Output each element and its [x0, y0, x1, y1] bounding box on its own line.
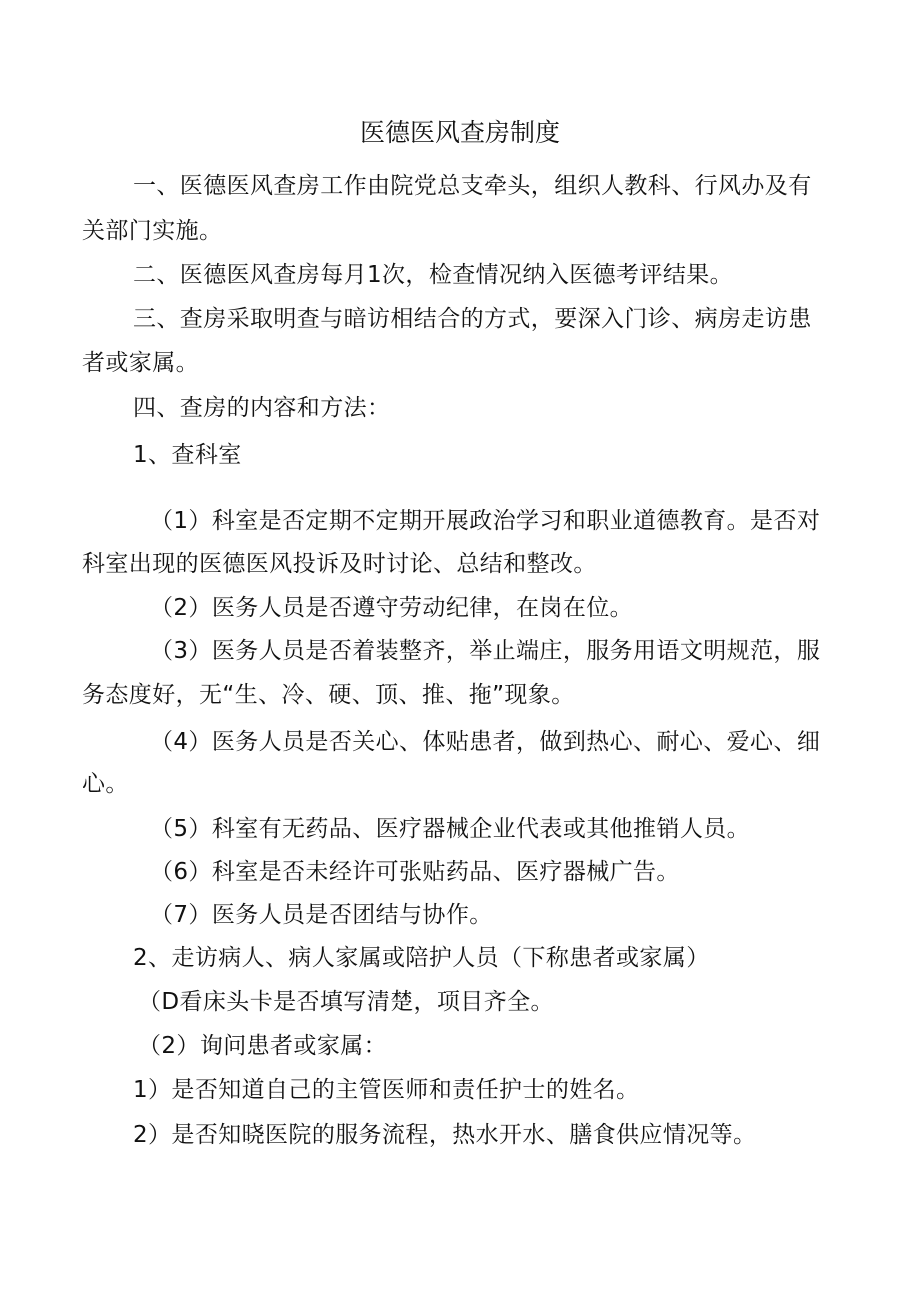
question-2: 2）是否知晓医院的服务流程，热水开水、膳食供应情况等。	[133, 1122, 757, 1148]
item-5: （5）科室有无药品、医疗器械企业代表或其他推销人员。	[150, 816, 751, 842]
visit-item-1: （D看床头卡是否填写清楚，项目齐全。	[138, 989, 554, 1015]
item-6: （6）科室是否未经许可张贴药品、医疗器械广告。	[150, 859, 680, 885]
paragraph-3-line-1: 三、查房采取明查与暗访相结合的方式，要深入门诊、病房走访患	[133, 306, 812, 332]
item-3-line-2: 务态度好，无“生、冷、硬、顶、推、拖”现象。	[82, 682, 575, 708]
section-1-heading: 1、查科室	[133, 442, 242, 468]
paragraph-1-line-1: 一、医德医风查房工作由院党总支牵头，组织人教科、行风办及有	[133, 173, 812, 199]
document-title: 医德医风查房制度	[359, 118, 560, 147]
item-4-line-2: 心。	[82, 771, 129, 797]
item-1-line-2: 科室出现的医德医风投诉及时讨论、总结和整改。	[82, 551, 597, 577]
section-2-heading: 2、走访病人、病人家属或陪护人员（下称患者或家属）	[133, 945, 710, 971]
item-1-line-1: （1）科室是否定期不定期开展政治学习和职业道德教育。是否对	[150, 508, 821, 534]
item-3-line-1: （3）医务人员是否着装整齐，举止端庄，服务用语文明规范，服	[150, 638, 821, 664]
item-4-line-1: （4）医务人员是否关心、体贴患者，做到热心、耐心、爱心、细	[150, 729, 821, 755]
paragraph-1-line-2: 关部门实施。	[82, 218, 223, 244]
visit-item-2: （2）询问患者或家属：	[138, 1033, 388, 1059]
paragraph-3-line-2: 者或家属。	[82, 350, 199, 376]
paragraph-4: 四、查房的内容和方法：	[133, 395, 391, 421]
item-7: （7）医务人员是否团结与协作。	[150, 902, 493, 928]
question-1: 1）是否知道自己的主管医师和责任护士的姓名。	[133, 1077, 640, 1103]
item-2: （2）医务人员是否遵守劳动纪律，在岗在位。	[150, 595, 634, 621]
paragraph-2: 二、医德医风查房每月1次，检查情况纳入医德考评结果。	[133, 262, 734, 288]
